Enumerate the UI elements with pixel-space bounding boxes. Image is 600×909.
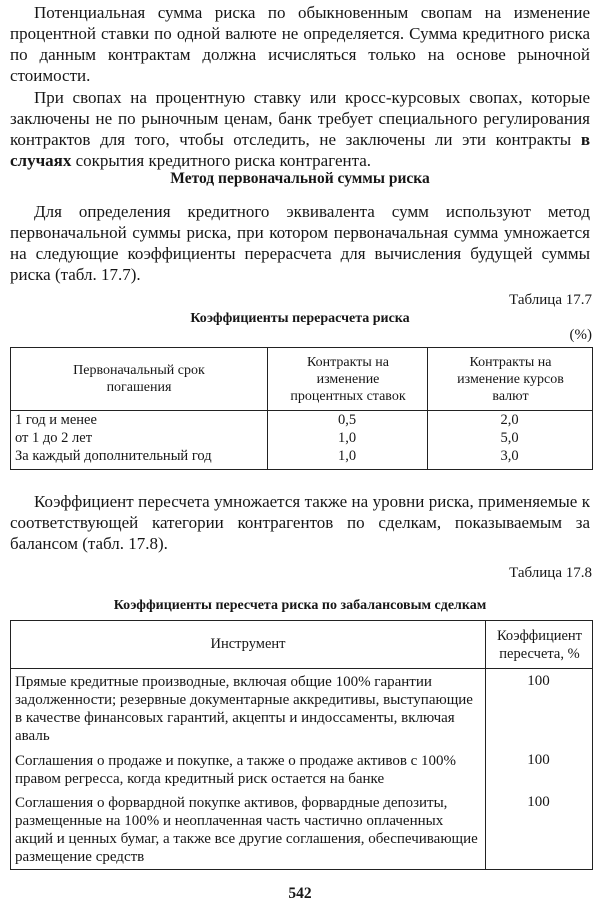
column-header-instrument: Инструмент — [210, 636, 286, 652]
table-row — [11, 448, 592, 467]
column-header-currency-text: Контракты на изменение курсов валют — [457, 354, 564, 404]
column-header-interest-rate — [267, 348, 428, 410]
column-header-interest-rate-text: Контракты на изменение процентных ставок — [290, 354, 406, 404]
bold-phrase: в случаях — [10, 130, 590, 170]
cell-coefficient: 100 — [527, 673, 550, 689]
cell-instrument: Прямые кредитные производные, включая общие 100% гарантии задолженности; резервные документарные аккредитивы, выступающие в качестве финансовых гарантий, акцепты и индоссаменты, включая аваль — [15, 674, 473, 744]
column-header-coefficient — [485, 621, 593, 668]
table-17-8-label: Таблица 17.8 — [509, 565, 592, 581]
cell-instrument: Соглашения о продаже и покупке, а также о продаже активов с 100% правом регресса, когда кредитный риск остается на банке — [15, 753, 457, 787]
cell-fx: 2,0 — [500, 412, 519, 428]
header-divider — [11, 410, 592, 411]
cell-rate: 1,0 — [337, 430, 357, 446]
cell-coefficient: 100 — [527, 794, 550, 810]
table-row — [11, 412, 592, 431]
cell-term: от 1 до 2 лет — [15, 430, 93, 446]
cell-term: За каждый дополнительный год — [15, 448, 212, 464]
column-header-coefficient-text: Коэффициент пересчета, % — [496, 627, 583, 662]
cell-fx: 5,0 — [500, 430, 519, 446]
header-divider — [11, 668, 592, 669]
page-number: 542 — [288, 885, 312, 902]
section-heading: Метод первоначальной суммы риска — [170, 170, 430, 187]
table-17-7-label: Таблица 17.7 — [509, 292, 592, 308]
column-header-term-text: Первоначальный срок погашения — [73, 363, 205, 395]
cell-fx: 3,0 — [500, 448, 519, 464]
paragraph-non-market-swaps — [10, 87, 590, 171]
table-row — [11, 430, 592, 449]
cell-coefficient: 100 — [527, 752, 550, 768]
column-header-term — [11, 348, 267, 410]
table-17-7 — [10, 347, 593, 470]
paragraph-text: При свопах на процентную ставку или кросс-курсовых свопах, которые заключены не по рыночным ценам, банк требует специального регулирования контрактов для того, чтобы отследить, не заключены ли эти контракты — [10, 88, 590, 149]
table-17-8 — [10, 620, 593, 870]
cell-term: 1 год и менее — [15, 412, 97, 428]
cell-rate: 0,5 — [337, 412, 357, 428]
paragraph-method-description: Для определения кредитного эквивалента сумм используют метод первоначальной суммы риска, при котором первоначальная сумма умножается на следующие коэффициенты перерасчета для вычисления будущей суммы риска (табл. 17.7). — [10, 202, 590, 284]
table-17-7-title: Коэффициенты перерасчета риска — [190, 311, 410, 326]
paragraph-conversion-factor: Коэффициент пересчета умножается также на уровни риска, применяемые к соответствующей категории контрагентов по сделкам, показываемым за балансом (табл. 17.8). — [10, 492, 590, 553]
table-17-8-title: Коэффициенты пересчета риска по забалансовым сделкам — [113, 598, 487, 613]
cell-instrument: Соглашения о форвардной покупке активов, форвардные депозиты, размещенные на 100% и неоплаченная часть частично оплаченных акций и ценных бумаг, а также все другие соглашения, обеспечивающие размещение средств — [15, 795, 478, 865]
table-17-7-unit: (%) — [569, 327, 592, 343]
paragraph-swaps-potential-risk: Потенциальная сумма риска по обыкновенным свопам на изменение процентной ставки по одной валюте не определяется. Сумма кредитного риска по данным контрактам должна исчисляться только на основе рыночной стоимости. — [10, 3, 590, 85]
cell-rate: 1,0 — [337, 448, 357, 464]
paragraph-text-end: сокрытия кредитного риска контрагента. — [71, 151, 372, 170]
column-header-currency — [427, 348, 593, 410]
